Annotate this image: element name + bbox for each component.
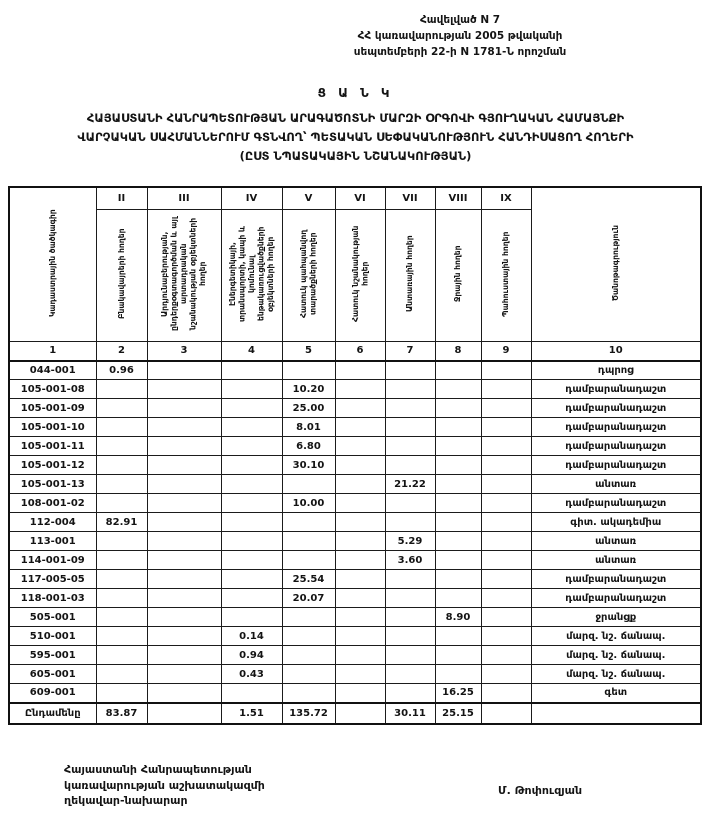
- table-row: [9, 494, 701, 513]
- area-value-cell: [335, 418, 385, 437]
- area-value-cell: [335, 361, 385, 380]
- table-row: [9, 627, 701, 646]
- area-value-cell: [435, 532, 481, 551]
- area-value-cell: 25.54: [282, 570, 335, 589]
- area-value-cell: [147, 684, 221, 703]
- area-value-cell: [385, 608, 435, 627]
- header-protected-areas-lands: [282, 210, 335, 342]
- area-value-cell: [335, 551, 385, 570]
- area-value-cell: [221, 608, 282, 627]
- area-value-cell: [221, 399, 282, 418]
- table-row: [9, 475, 701, 494]
- area-value-cell: [147, 456, 221, 475]
- col-num-8: 8: [435, 342, 481, 361]
- area-value-cell: [385, 437, 435, 456]
- remark-cell: ջրանցք: [531, 608, 701, 627]
- area-value-cell: [96, 399, 147, 418]
- area-value-cell: [221, 551, 282, 570]
- remark-cell: դամբարանադաշտ: [531, 418, 701, 437]
- table-row: [9, 513, 701, 532]
- table-row: [9, 589, 701, 608]
- land-table-container: [8, 186, 702, 725]
- area-value-cell: [435, 551, 481, 570]
- roman-IX: IX: [481, 187, 531, 210]
- area-value-cell: [96, 456, 147, 475]
- header-reserve-lands: [481, 210, 531, 342]
- list-heading: Ց Ա Ն Կ: [317, 86, 394, 100]
- header-special-purpose-lands-label: Հատուկ նշանակության հողեր: [350, 225, 369, 323]
- area-value-cell: [335, 380, 385, 399]
- area-value-cell: [435, 380, 481, 399]
- area-value-cell: [335, 570, 385, 589]
- col-num-2: 2: [96, 342, 147, 361]
- area-value-cell: [282, 627, 335, 646]
- area-value-cell: [385, 513, 435, 532]
- area-value-cell: [481, 475, 531, 494]
- area-value-cell: [385, 665, 435, 684]
- area-value-cell: [385, 399, 435, 418]
- area-value-cell: [282, 608, 335, 627]
- roman-VIII: VIII: [435, 187, 481, 210]
- remark-cell: դամբարանադաշտ: [531, 380, 701, 399]
- table-row: [9, 665, 701, 684]
- area-value-cell: 10.20: [282, 380, 335, 399]
- area-value-cell: [385, 570, 435, 589]
- title-line-1: ՀԱՅԱՍՏԱՆԻ ՀԱՆՐԱՊԵՏՈՒԹՅԱՆ ԱՐԱԳԱԾՈՏՆԻ ՄԱՐԶԻ ՕՐԳՈՎԻ ԳՅՈՒՂԱԿԱՆ ՀԱՄԱՅՆՔԻ: [86, 111, 625, 125]
- land-table-body: [9, 361, 701, 724]
- area-value-cell: [481, 437, 531, 456]
- area-value-cell: [147, 418, 221, 437]
- table-row: [9, 570, 701, 589]
- cadastral-code-cell: 595-001: [9, 646, 96, 665]
- area-value-cell: [481, 380, 531, 399]
- area-value-cell: 0.43: [221, 665, 282, 684]
- area-value-cell: [481, 456, 531, 475]
- header-protected-areas-lands-label: Հատուկ պահպանվող տարածքների հողեր: [299, 230, 318, 319]
- area-value-cell: [385, 646, 435, 665]
- area-value-cell: [221, 437, 282, 456]
- roman-IV: IV: [221, 187, 282, 210]
- header-cadastral-code-label: Կադաստրային ծածկագիր: [48, 209, 57, 317]
- cadastral-code-cell: 044-001: [9, 361, 96, 380]
- area-value-cell: [147, 361, 221, 380]
- area-value-cell: [96, 665, 147, 684]
- area-value-cell: [96, 646, 147, 665]
- cadastral-code-cell: 510-001: [9, 627, 96, 646]
- area-value-cell: [147, 513, 221, 532]
- area-value-cell: [385, 627, 435, 646]
- area-value-cell: [221, 456, 282, 475]
- roman-numeral-row: [9, 187, 701, 210]
- cadastral-code-cell: 105-001-09: [9, 399, 96, 418]
- area-value-cell: [335, 646, 385, 665]
- cadastral-code-cell: 105-001-08: [9, 380, 96, 399]
- area-value-cell: 0.14: [221, 627, 282, 646]
- table-row: [9, 646, 701, 665]
- area-value-cell: [221, 532, 282, 551]
- area-value-cell: [435, 494, 481, 513]
- area-value-cell: [96, 627, 147, 646]
- government-decision-line: ՀՀ կառավարության 2005 թվականի: [357, 30, 563, 42]
- area-value-cell: [435, 399, 481, 418]
- signature-name: Մ. Թոփուզյան: [498, 784, 583, 797]
- area-value-cell: [481, 608, 531, 627]
- area-value-cell: [481, 703, 531, 724]
- table-row: [9, 456, 701, 475]
- header-remarks-label: Ծանոթագրություն: [611, 225, 620, 301]
- area-value-cell: [282, 475, 335, 494]
- area-value-cell: [435, 437, 481, 456]
- area-value-cell: 83.87: [96, 703, 147, 724]
- decision-date-line: սեպտեմբերի 22-ի N 1781-Ն որոշման: [353, 46, 567, 58]
- header-reserve-lands-label: Պահուստային հողեր: [501, 231, 511, 317]
- cadastral-code-cell: 118-001-03: [9, 589, 96, 608]
- remark-cell: դամբարանադաշտ: [531, 570, 701, 589]
- header-cadastral-code: [9, 187, 96, 342]
- area-value-cell: [147, 551, 221, 570]
- area-value-cell: [335, 475, 385, 494]
- area-value-cell: [435, 570, 481, 589]
- col-num-6: 6: [335, 342, 385, 361]
- area-value-cell: [147, 589, 221, 608]
- document-title: [0, 86, 711, 166]
- area-value-cell: [147, 608, 221, 627]
- cadastral-code-cell: 105-001-11: [9, 437, 96, 456]
- area-value-cell: [282, 361, 335, 380]
- area-value-cell: [221, 475, 282, 494]
- area-value-cell: [385, 589, 435, 608]
- area-value-cell: [221, 513, 282, 532]
- header-industrial-lands-label: Արդյունաբերության, ընդերքօգտագործման և այլ արտադրական նշանակության օբյեկտների հողեր: [160, 217, 208, 332]
- area-value-cell: [435, 646, 481, 665]
- header-energy-transport-lands: [221, 210, 282, 342]
- col-num-3: 3: [147, 342, 221, 361]
- cadastral-code-cell: 113-001: [9, 532, 96, 551]
- area-value-cell: 25.15: [435, 703, 481, 724]
- area-value-cell: [147, 570, 221, 589]
- cadastral-code-cell: Ընդամենը: [9, 703, 96, 724]
- area-value-cell: [147, 532, 221, 551]
- cadastral-code-cell: 105-001-12: [9, 456, 96, 475]
- area-value-cell: 20.07: [282, 589, 335, 608]
- remark-cell: մարզ. նշ. ճանապ.: [531, 646, 701, 665]
- area-value-cell: [335, 703, 385, 724]
- area-value-cell: 10.00: [282, 494, 335, 513]
- area-value-cell: [147, 703, 221, 724]
- annex-header: [330, 12, 590, 60]
- area-value-cell: [147, 380, 221, 399]
- area-value-cell: [481, 589, 531, 608]
- area-value-cell: [385, 418, 435, 437]
- col-num-1: 1: [9, 342, 96, 361]
- cadastral-code-cell: 609-001: [9, 684, 96, 703]
- roman-V: V: [282, 187, 335, 210]
- column-number-row: [9, 342, 701, 361]
- header-energy-transport-lands-label: Էներգետիկայի, տրանսպորտի, կապի և կոմունալ ենթակառուցվածքների օբյեկտների հողեր: [227, 226, 275, 323]
- area-value-cell: [221, 380, 282, 399]
- roman-II: II: [96, 187, 147, 210]
- area-value-cell: [435, 456, 481, 475]
- remark-cell: մարզ. նշ. ճանապ.: [531, 627, 701, 646]
- table-row: [9, 532, 701, 551]
- area-value-cell: [335, 532, 385, 551]
- footer-office-block: [64, 762, 265, 809]
- area-value-cell: [435, 665, 481, 684]
- area-value-cell: 30.11: [385, 703, 435, 724]
- area-value-cell: [147, 437, 221, 456]
- area-value-cell: [481, 532, 531, 551]
- table-row: [9, 551, 701, 570]
- area-value-cell: 8.01: [282, 418, 335, 437]
- area-value-cell: [385, 361, 435, 380]
- area-value-cell: [481, 570, 531, 589]
- area-value-cell: [481, 646, 531, 665]
- header-settlement-lands-label: Բնակավայրերի հողեր: [116, 228, 126, 320]
- roman-III: III: [147, 187, 221, 210]
- cadastral-code-cell: 505-001: [9, 608, 96, 627]
- area-value-cell: 0.94: [221, 646, 282, 665]
- area-value-cell: 1.51: [221, 703, 282, 724]
- footer-line-1: Հայաստանի Հանրապետության: [64, 763, 252, 776]
- remark-cell: դամբարանադաշտ: [531, 456, 701, 475]
- title-line-3: (ԸՍՏ ՆՊԱՏԱԿԱՅԻՆ ՆՇԱՆԱԿՈՒԹՅԱՆ): [239, 149, 472, 163]
- area-value-cell: 135.72: [282, 703, 335, 724]
- col-num-4: 4: [221, 342, 282, 361]
- header-water-lands: [435, 210, 481, 342]
- area-value-cell: [147, 475, 221, 494]
- area-value-cell: [335, 589, 385, 608]
- area-value-cell: [335, 684, 385, 703]
- area-value-cell: [221, 570, 282, 589]
- roman-VI: VI: [335, 187, 385, 210]
- header-water-lands-label: Ջրային հողեր: [453, 245, 463, 303]
- area-value-cell: [147, 494, 221, 513]
- annex-number: Հավելված N 7: [419, 14, 501, 26]
- area-value-cell: [96, 589, 147, 608]
- area-value-cell: [435, 418, 481, 437]
- cadastral-code-cell: 114-001-09: [9, 551, 96, 570]
- area-value-cell: [335, 494, 385, 513]
- remark-cell: դամբարանադաշտ: [531, 589, 701, 608]
- table-row: [9, 684, 701, 703]
- area-value-cell: [481, 665, 531, 684]
- area-value-cell: 3.60: [385, 551, 435, 570]
- area-value-cell: [147, 399, 221, 418]
- area-value-cell: [147, 665, 221, 684]
- area-value-cell: [481, 418, 531, 437]
- remark-cell: մարզ. նշ. ճանապ.: [531, 665, 701, 684]
- area-value-cell: [282, 665, 335, 684]
- area-value-cell: [221, 361, 282, 380]
- area-value-cell: [221, 684, 282, 703]
- area-value-cell: 5.29: [385, 532, 435, 551]
- area-value-cell: 6.80: [282, 437, 335, 456]
- area-value-cell: 30.10: [282, 456, 335, 475]
- remark-cell: անտառ: [531, 532, 701, 551]
- footer-line-2: կառավարության աշխատակազմի: [64, 778, 265, 792]
- cadastral-code-cell: 117-005-05: [9, 570, 96, 589]
- area-value-cell: [481, 513, 531, 532]
- remark-cell: դպրոց: [531, 361, 701, 380]
- header-remarks: [531, 187, 701, 342]
- header-forest-lands-label: Անտառային հողեր: [405, 235, 415, 313]
- header-settlement-lands: [96, 210, 147, 342]
- table-row: [9, 608, 701, 627]
- remark-cell: անտառ: [531, 475, 701, 494]
- total-row: [9, 703, 701, 724]
- remark-cell: դամբարանադաշտ: [531, 399, 701, 418]
- cadastral-code-cell: 105-001-13: [9, 475, 96, 494]
- area-value-cell: [481, 494, 531, 513]
- area-value-cell: [481, 684, 531, 703]
- table-row: [9, 418, 701, 437]
- area-value-cell: [335, 437, 385, 456]
- area-value-cell: [435, 361, 481, 380]
- area-value-cell: [335, 627, 385, 646]
- table-row: [9, 399, 701, 418]
- area-value-cell: [147, 646, 221, 665]
- cadastral-code-cell: 105-001-10: [9, 418, 96, 437]
- area-value-cell: [481, 551, 531, 570]
- table-row: [9, 380, 701, 399]
- area-value-cell: [96, 380, 147, 399]
- remark-cell: դամբարանադաշտ: [531, 494, 701, 513]
- area-value-cell: [335, 608, 385, 627]
- area-value-cell: 0.96: [96, 361, 147, 380]
- area-value-cell: [481, 361, 531, 380]
- area-value-cell: [282, 532, 335, 551]
- remark-cell: անտառ: [531, 551, 701, 570]
- table-row: [9, 361, 701, 380]
- area-value-cell: [282, 684, 335, 703]
- area-value-cell: [96, 494, 147, 513]
- footer-line-3: ղեկավար-նախարար: [64, 794, 188, 807]
- remark-cell: գիտ. ակադեմիա: [531, 513, 701, 532]
- col-num-9: 9: [481, 342, 531, 361]
- area-value-cell: [96, 551, 147, 570]
- cadastral-code-cell: 605-001: [9, 665, 96, 684]
- area-value-cell: [282, 551, 335, 570]
- area-value-cell: [96, 418, 147, 437]
- area-value-cell: 16.25: [435, 684, 481, 703]
- area-value-cell: [481, 627, 531, 646]
- area-value-cell: [435, 513, 481, 532]
- land-table-head: [9, 187, 701, 361]
- header-industrial-lands: [147, 210, 221, 342]
- area-value-cell: [435, 589, 481, 608]
- cadastral-code-cell: 112-004: [9, 513, 96, 532]
- area-value-cell: [385, 684, 435, 703]
- area-value-cell: 8.90: [435, 608, 481, 627]
- cadastral-code-cell: 108-001-02: [9, 494, 96, 513]
- area-value-cell: [481, 399, 531, 418]
- area-value-cell: [335, 513, 385, 532]
- area-value-cell: [96, 437, 147, 456]
- roman-VII: VII: [385, 187, 435, 210]
- area-value-cell: [385, 494, 435, 513]
- area-value-cell: 25.00: [282, 399, 335, 418]
- area-value-cell: 21.22: [385, 475, 435, 494]
- area-value-cell: [282, 513, 335, 532]
- area-value-cell: [96, 684, 147, 703]
- area-value-cell: [435, 475, 481, 494]
- land-parcels-table: [8, 186, 702, 725]
- area-value-cell: [147, 627, 221, 646]
- table-row: [9, 437, 701, 456]
- header-special-purpose-lands: [335, 210, 385, 342]
- area-value-cell: [385, 380, 435, 399]
- area-value-cell: [435, 627, 481, 646]
- col-num-5: 5: [282, 342, 335, 361]
- area-value-cell: [221, 589, 282, 608]
- title-line-2: ՎԱՐՉԱԿԱՆ ՍԱՀՄԱՆՆԵՐՈՒՄ ԳՏՆՎՈՂ՝ ՊԵՏԱԿԱՆ ՍԵՓԱԿԱՆՈՒԹՅՈՒՆ ՀԱՆԴԻՍԱՑՈՂ ՀՈՂԵՐԻ: [77, 130, 634, 144]
- header-forest-lands: [385, 210, 435, 342]
- remark-cell: դամբարանադաշտ: [531, 437, 701, 456]
- area-value-cell: [335, 665, 385, 684]
- area-value-cell: [221, 494, 282, 513]
- area-value-cell: [385, 456, 435, 475]
- area-value-cell: 82.91: [96, 513, 147, 532]
- area-value-cell: [96, 532, 147, 551]
- area-value-cell: [335, 456, 385, 475]
- area-value-cell: [96, 608, 147, 627]
- area-value-cell: [335, 399, 385, 418]
- area-value-cell: [96, 475, 147, 494]
- area-value-cell: [282, 646, 335, 665]
- col-num-7: 7: [385, 342, 435, 361]
- area-value-cell: [221, 418, 282, 437]
- remark-cell: գետ: [531, 684, 701, 703]
- col-num-10: 10: [531, 342, 701, 361]
- remark-cell: [531, 703, 701, 724]
- area-value-cell: [96, 570, 147, 589]
